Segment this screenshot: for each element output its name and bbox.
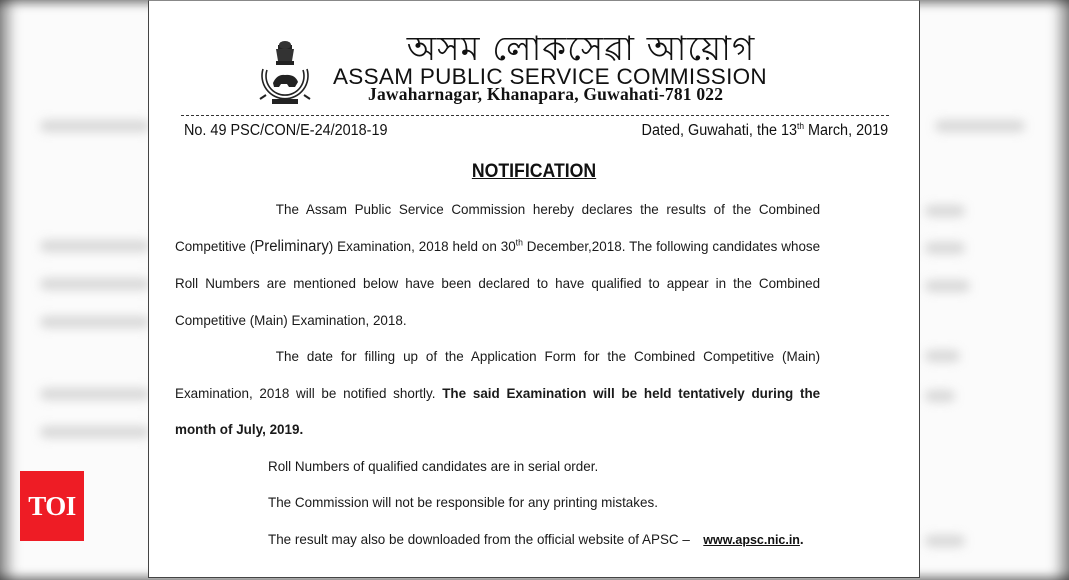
dashed-divider: [181, 115, 889, 116]
date-suffix: March, 2019: [803, 122, 888, 139]
commission-address: Jawaharnagar, Khanapara, Guwahati-781 022: [368, 84, 724, 104]
toi-logo: TOI: [20, 471, 84, 541]
paragraph-text: The Assam Public Service Commission hereby declares the results of the Combined Competitive (: [175, 201, 821, 254]
note-website: [268, 531, 804, 547]
ordinal-suffix: th: [515, 236, 523, 247]
paragraph-text: The date for filling up of the Application Form for the Combined Competitive (Main) Examination, 2018 will be notified shortly.: [175, 348, 821, 401]
paragraph-results: [175, 191, 820, 338]
note-serial-order: Roll Numbers of qualified candidates are in serial order.: [268, 458, 599, 474]
note-text: The result may also be downloaded from the official website of APSC –: [268, 531, 690, 547]
apsc-website-link[interactable]: www.apsc.nic.in: [703, 532, 800, 547]
notification-heading: NOTIFICATION: [471, 161, 597, 182]
commission-title-bengali: অসম লোকসেৱা আয়োগ: [406, 29, 756, 69]
note-trailing: .: [799, 531, 804, 547]
paragraph-text: December,2018. The following candidates whose Roll Numbers are mentioned below have been declared to have qualified to appear in the Combined Competitive (Main) Examination, 2018.: [175, 237, 821, 328]
paragraph-bold-text: The said Examination will be held tentatively during the month of July, 2019.: [175, 384, 821, 437]
paragraph-text: ) Examination, 2018 held on 30: [328, 237, 516, 254]
date-prefix: Dated, Guwahati, the 13: [641, 122, 797, 139]
assam-emblem-icon: [254, 39, 316, 107]
paragraph-application: [175, 338, 820, 448]
notification-document: [148, 0, 920, 578]
paragraph-text: Preliminary: [254, 237, 329, 255]
date-line: [641, 122, 888, 140]
note-printing-mistakes: The Commission will not be responsible for any printing mistakes.: [268, 494, 658, 510]
reference-number: No. 49 PSC/CON/E-24/2018-19: [184, 122, 388, 139]
date-ordinal: th: [796, 120, 804, 131]
commission-title-english: ASSAM PUBLIC SERVICE COMMISSION: [333, 64, 767, 89]
